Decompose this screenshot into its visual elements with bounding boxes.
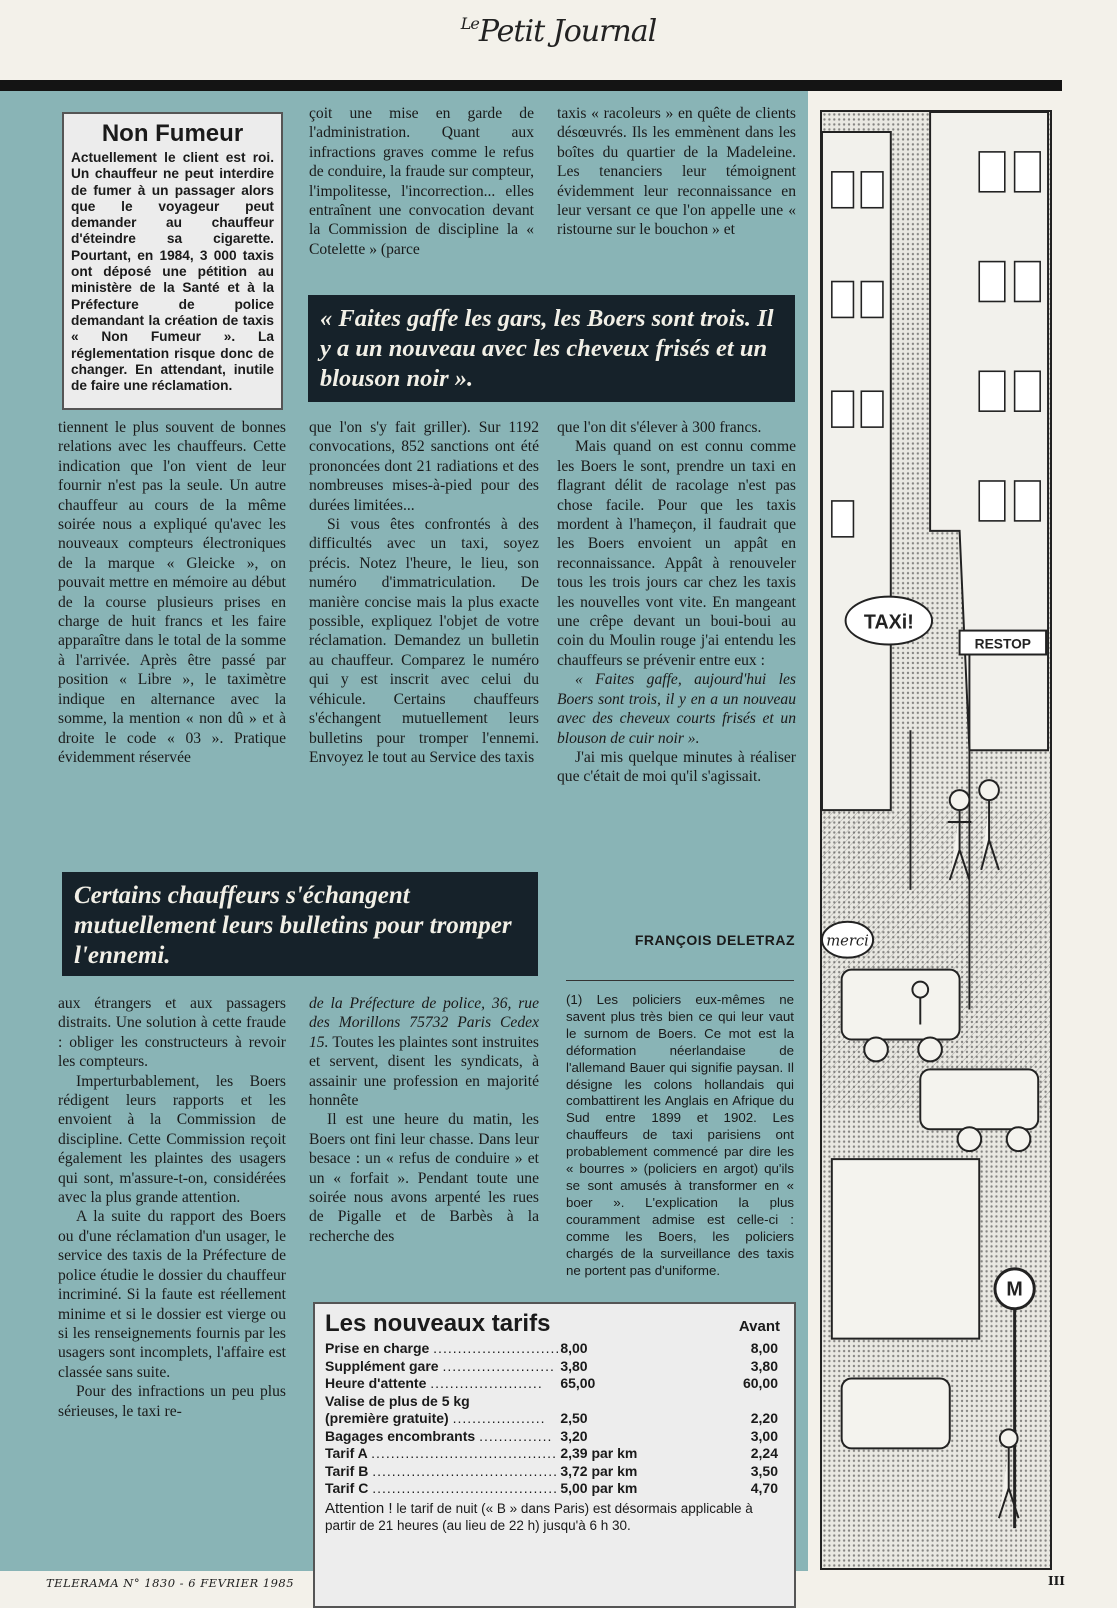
pull-quote-boers: « Faites gaffe les gars, les Boers sont trois. Il y a un nouveau avec les cheveux frisés et un blouson noir ». [308, 295, 795, 402]
merci-bubble-text: merci [826, 931, 869, 950]
tarif-row [325, 1463, 784, 1481]
tarif-row [325, 1340, 784, 1358]
footer-issue: TELERAMA N° 1830 - 6 FEVRIER 1985 [46, 1576, 295, 1590]
tarifs-box [313, 1302, 796, 1608]
tarif-row [325, 1375, 784, 1393]
tarif-old: 2,24 [750, 1445, 778, 1461]
tarifs-avant-header: Avant [738, 1318, 780, 1335]
restop-sign-text: RESTOP [974, 635, 1031, 652]
tarif-row [325, 1358, 784, 1376]
tarif-old: 3,80 [750, 1357, 778, 1374]
author-signature: FRANÇOIS DELETRAZ [634, 932, 795, 948]
tarif-current: 5,00 par km [560, 1480, 638, 1496]
tarifs-title: Les nouveaux tarifs [325, 1310, 551, 1337]
tarif-row [325, 1445, 784, 1463]
footnote-rule [566, 980, 794, 981]
tarif-row [325, 1480, 784, 1498]
tarif-label: Tarif B ...................................... [325, 1462, 559, 1479]
column-2-top: çoit une mise en garde de l'administration. Quant aux infractions graves comme le refus de conduire, la fraude sur compteur, l'impolitesse, l'incorrection... elles entraînent une convocation devant la Commission de discipline la « Cotelette » (parce [309, 105, 534, 258]
tarif-row [325, 1428, 784, 1446]
tarif-old: 4,70 [750, 1480, 778, 1496]
pull-quote-bulletins: Certains chauffeurs s'échangent mutuellement leurs bulletins pour tromper l'ennemi. [62, 872, 538, 976]
column-1-mid: tiennent le plus souvent de bonnes relations avec les chauffeurs. Cette indication que l'on vient de leur fournir n'est pas la seule. Un autre chauffeur au cours de la même soirée nous a expliqué qu'avec les nouveaux compteurs électroniques de la marque « Gleicke », on pouvait mettre en mémoire au début de la course plusieurs prises en charge de huit francs et les faire apparaître dans le total de la somme à l'arrivée. Après être passé par position « Libre », le taximètre indique en alternance avec la somme, la mention « non dû » et à droite le code « 03 ». Pratique évidemment réservée [58, 419, 286, 766]
illustration-drawing [822, 112, 1050, 1568]
non-fumeur-box [62, 112, 283, 410]
taxi-bubble-text: TAXi! [863, 611, 914, 634]
column-1-bottom: aux étrangers et aux passagers distraits. Une solution à cette fraude : obliger les constructeurs à revoir les compteurs. Imperturbablement, les Boers rédigent leurs rapports et les envoient à la Commission de discipline. Cette Commission reçoit également les plaintes des usagers qui sont, m'assure-t-on, considérées avec la plus grande attention. A la suite du rapport des Boers ou d'une réclamation d'un usager, le service des taxis de la Préfecture de police étudie le dossier du chauffeur incriminé. Si la faute est réellement minime et si le dossier est vierge ou si les renseignements fournis par les usagers sont incomplets, l'affaire est classée sans suite. Pour des infractions un peu plus sérieuses, le taxi re- [58, 995, 286, 1420]
metro-sign-text: M [1006, 1278, 1023, 1301]
tarif-old: 3,00 [750, 1427, 778, 1444]
tarif-current: 2,39 par km [560, 1445, 638, 1461]
tarifs-table [325, 1340, 784, 1498]
tarif-label: Bagages encombrants ............... [325, 1427, 553, 1444]
page-number: III [1048, 1574, 1065, 1588]
tarif-label: Tarif C ...................................... [325, 1480, 559, 1496]
tarifs-note: Attention ! le tarif de nuit (« B » dans Paris) est désormais applicable à partir de 21 heures (au lieu de 22 h) jusqu'à 6 h 30. [325, 1499, 753, 1533]
tarif-label: Prise en charge .......................... [325, 1340, 561, 1356]
tarif-old: 60,00 [742, 1375, 778, 1391]
tarif-current [560, 1393, 690, 1411]
tarif-current: 3,80 [560, 1357, 588, 1374]
tarif-current: 65,00 [560, 1375, 596, 1391]
tarif-old: 2,20 [750, 1410, 778, 1426]
column-3-top: taxis « racoleurs » en quête de clients désœuvrés. Ils les emmènent dans les boîtes du quartier de la Madeleine. Les tenanciers leur témoignent évidemment leur reconnaissance en leur versant ce que l'on appelle une « ristourne sur le bouchon » et [557, 105, 796, 239]
tarif-row [325, 1393, 784, 1411]
prefecture-address: de la Préfecture de police, 36, rue des Morillons 75732 Paris Cedex 15. [309, 995, 539, 1051]
tarif-old: 8,00 [750, 1340, 778, 1356]
column-2-bottom: de la Préfecture de police, 36, rue des Morillons 75732 Paris Cedex 15. Toutes les plaintes sont instruites et servent, disent les syndicats, à assainir une profession en majorité honnête Il est une heure du matin, les Boers ont fini leur chasse. Dans leur besace : un « refus de conduire » et un « forfait ». Pendant toute une soirée nous avons arpenté les rues de Pigalle et de Barbès à la recherche des [309, 995, 539, 1245]
tarif-label: Tarif A ...................................... [325, 1445, 557, 1461]
tarif-current: 3,72 par km [560, 1462, 638, 1479]
masthead-logo: $^{Le}$Petit Journal [460, 14, 657, 49]
street-illustration [820, 110, 1052, 1570]
tarif-label: Valise de plus de 5 kg [325, 1392, 470, 1409]
column-2-mid: que l'on s'y fait griller). Sur 1192 convocations, 852 sanctions ont été prononcées dont 21 radiations et des nombreuses mises-à-pied pour des durées limitées... Si vous êtes confrontés à des difficultés avec un taxi, soyez précis. Notez l'heure, le lieu, son numéro d'immatriculation. De manière concise mais la plus exacte possible, expliquez l'objet de votre réclamation. Demandez un bulletin au chauffeur. Comparez le numéro qui y est inscrit avec celui du véhicule. Certains chauffeurs s'échangent mutuellement leurs bulletins pour tromper l'ennemi. Envoyez le tout au Service des taxis [309, 419, 539, 766]
non-fumeur-body: Actuellement le client est roi. Un chauffeur ne peut interdire de fumer à un passager alors que le voyageur peut demander au chauffeur d'éteindre sa cigarette. Pourtant, en 1984, 3 000 taxis ont déposé une pétition au ministère de la Santé et à la Préfecture de police demandant la création de taxis « Non Fumeur ». La réglementation risque donc de changer. En attendant, inutile de faire une réclamation. [71, 150, 274, 394]
tarif-old [690, 1393, 784, 1411]
footnote: (1) Les policiers eux-mêmes ne savent plus très bien ce qui leur vaut le surnom de Boers. Ce mot est la déformation néerlandaise de l'allemand Bauer qui signifie paysan. Il désigne les colons hollandais qui combattirent les Anglais en Afrique du Sud entre 1899 et 1902. Les chauffeurs de taxi parisiens ont probablement commencé par dire les « bourres » (policiers en argot) qu'ils se sont amusés à transformer en « boer ». L'explication la plus couramment admise est celle-ci : comme les Boers, les policiers chargés de la surveillance des taxis ne portent pas d'uniforme. [566, 992, 794, 1278]
tarif-label: Heure d'attente ....................... [325, 1375, 543, 1391]
non-fumeur-title: Non Fumeur [101, 120, 244, 147]
tarif-row [325, 1410, 784, 1428]
tarif-label: (première gratuite) ................... [325, 1410, 546, 1426]
tarif-current: 2,50 [560, 1410, 588, 1426]
tarif-current: 3,20 [560, 1427, 588, 1444]
masthead-rule [0, 80, 1062, 91]
tarif-current: 8,00 [560, 1340, 588, 1356]
tarif-label: Supplément gare ....................... [325, 1357, 555, 1374]
tarif-old: 3,50 [750, 1462, 778, 1479]
column-3-mid: que l'on dit s'élever à 300 francs. Mais quand on est connu comme les Boers le sont, prendre un taxi en flagrant délit de racolage n'est pas chose facile. Pour que les taxis mordent à l'hameçon, il faudrait que les Boers envoient un appât en reconnaissance. Appât à renouveler tous les trois jours car chez les taxis les nouvelles vont vite. En mangeant une crêpe devant un boui-boui au coin du Moulin rouge j'ai entendu les chauffeurs se prévenir entre eux : « Faites gaffe, aujourd'hui les Boers sont trois, il y en a un nouveau avec des cheveux courts frisés et un blouson de cuir noir ». J'ai mis quelque minutes à réaliser que c'était de moi qu'il s'agissait. [557, 419, 796, 786]
